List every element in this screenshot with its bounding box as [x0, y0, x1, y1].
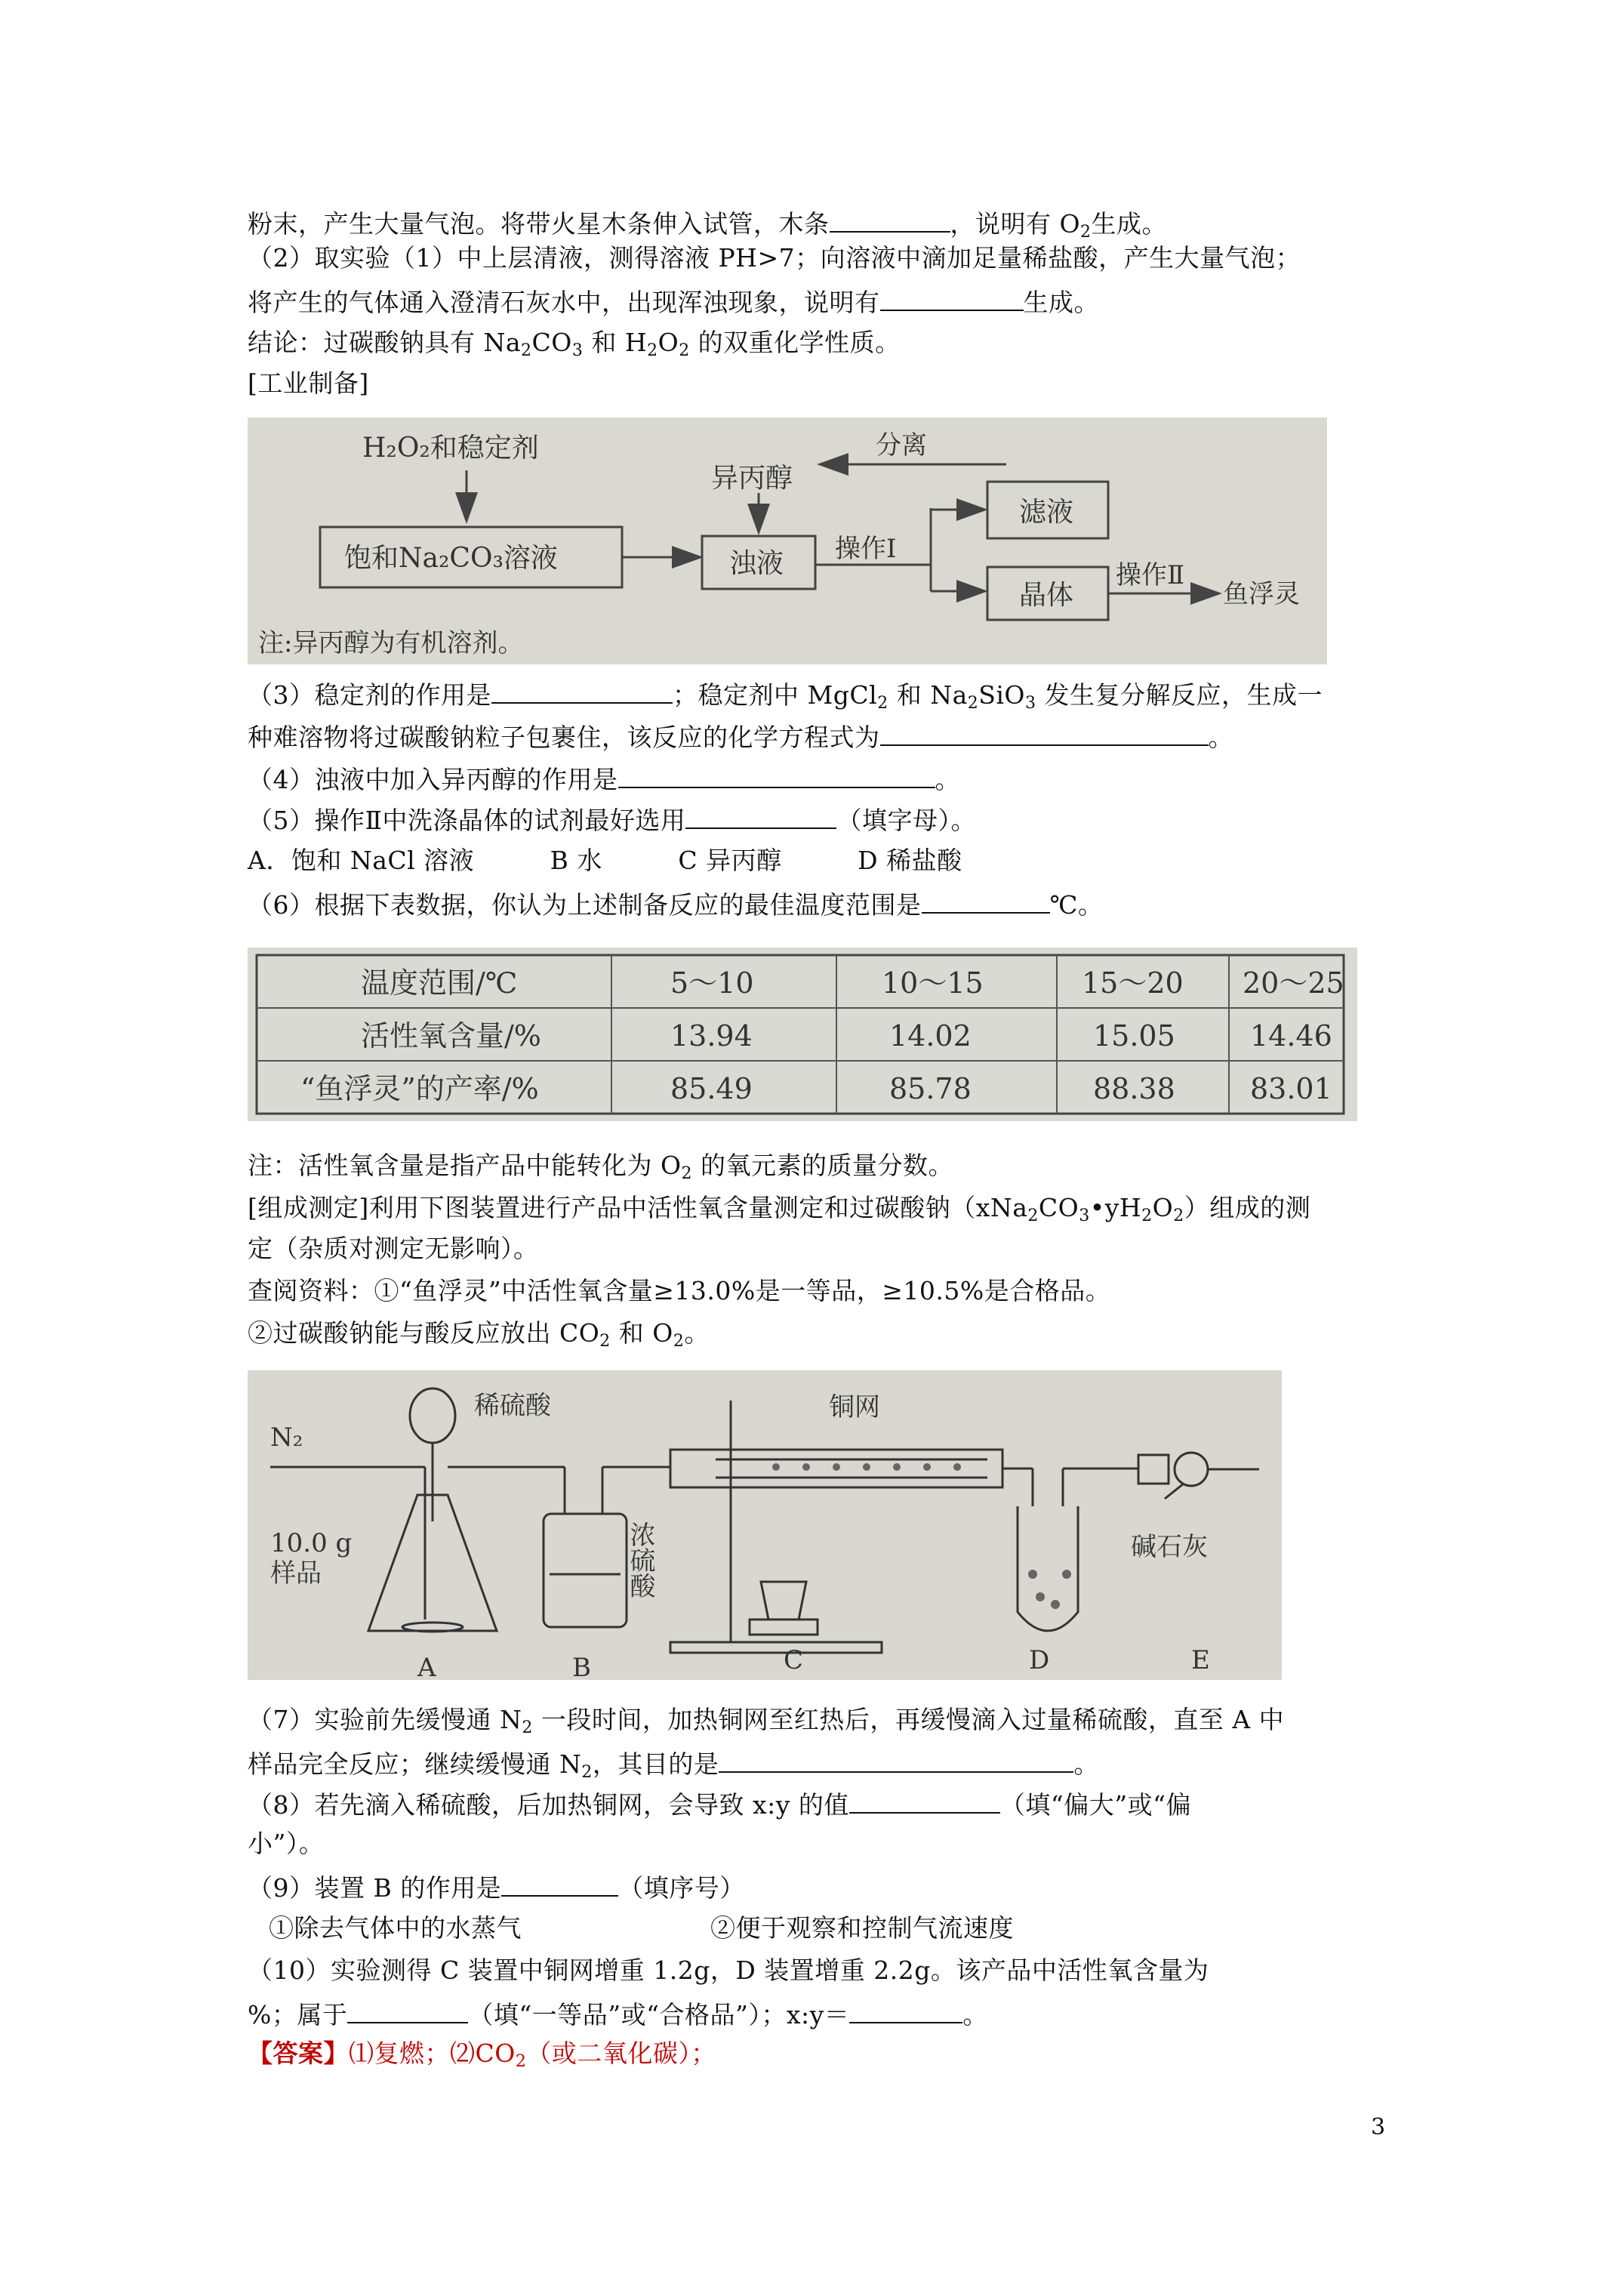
- answer-blank[interactable]: [501, 1869, 618, 1897]
- table-cell: 14.02: [889, 1019, 972, 1052]
- question-4: （4）浊液中加入异丙醇的作用是 。: [248, 761, 960, 797]
- question-5: （5）操作Ⅱ中洗涤晶体的试剂最好选用 （填字母）。: [248, 802, 976, 837]
- text-line: [248, 284, 1099, 319]
- text: 粉末，产生大量气泡。将带火星木条伸入试管，木条: [248, 209, 830, 239]
- page-number: 3: [1371, 2114, 1386, 2140]
- text-line: （2）取实验（1）中上层清液，测得溶液 PH>7；向溶液中滴加足量稀盐酸，产生大量气泡；: [248, 243, 1301, 273]
- note-line: 注：活性氧含量是指产品中能转化为 $O_2$ 的氧元素的质量分数。: [248, 1151, 954, 1183]
- answer-blank[interactable]: [347, 1996, 468, 2023]
- isopropanol-label: 异丙醇: [711, 463, 793, 494]
- header-cell: 20～25: [1243, 966, 1344, 1000]
- apparatus-svg: [248, 1370, 1282, 1680]
- header-cell: 10～15: [882, 966, 984, 1000]
- question-3-line1: （3）稳定剂的作用是 ；稳定剂中 MgCl$_2$ 和 $Na_2SiO_3$ 发生复分解反应，生成一: [248, 676, 1323, 712]
- answer-blank[interactable]: [880, 719, 1209, 746]
- label-d: D: [1029, 1645, 1050, 1675]
- table-svg: [248, 948, 1357, 1121]
- crystal-label: 晶体: [1019, 580, 1074, 611]
- text: ，说明有 O: [950, 209, 1081, 239]
- separate-label: 分离: [876, 430, 927, 461]
- section-heading: [工业制备]: [248, 368, 369, 398]
- row-label: “鱼浮灵”的产率/%: [300, 1072, 539, 1105]
- turbid-label: 浊液: [729, 548, 784, 579]
- table-cell: 13.94: [670, 1019, 753, 1052]
- text: 将产生的气体通入澄清石灰水中，出现浑浊现象，说明有: [248, 288, 880, 317]
- question-10-line2: %；属于 （填“一等品”或“合格品”）；x:y＝ 。: [248, 1996, 988, 2032]
- label-c: C: [784, 1645, 804, 1675]
- sample-label: 样品: [270, 1558, 322, 1589]
- answer-blank[interactable]: [849, 1996, 962, 2023]
- answer-line: 【答案】⑴复燃；$⑵CO_2$（或二氧化碳）；: [248, 2039, 716, 2071]
- mesh-label: 铜网: [829, 1392, 880, 1422]
- reference-line2: ②过碳酸钠能与酸反应放出 $CO_2$ 和 $O_2$。: [248, 1318, 710, 1351]
- text-line: [248, 205, 1167, 241]
- question-7-line2: 样品完全反应；继续缓慢通 $N_2$，其目的是 。: [248, 1746, 1099, 1781]
- subscript: 2: [1080, 223, 1092, 242]
- question-10-line1: （10）实验测得 C 装置中铜网增重 1.2g，D 装置增重 2.2g。该产品中活性氧含量为: [248, 1955, 1209, 1985]
- question-7-line1: （7）实验前先缓慢通 $N_2$ 一段时间，加热铜网至红热后，再缓慢滴入过量稀硫酸，直至 A 中: [248, 1705, 1285, 1737]
- question-8-line1: （8）若先滴入稀硫酸，后加热铜网，会导致 x:y 的值 （填“偏大”或“偏: [248, 1786, 1191, 1822]
- label-e: E: [1191, 1645, 1210, 1675]
- acid-label: 稀硫酸: [474, 1391, 551, 1421]
- table-cell: 88.38: [1093, 1072, 1175, 1105]
- filtrate-label: 滤液: [1019, 497, 1074, 528]
- conclusion-line: 结论：过碳酸钠具有 $Na_2CO_3$ 和 $H_2O_2$ 的双重化学性质。: [248, 328, 901, 360]
- header-cell: 15～20: [1082, 966, 1184, 1000]
- table-cell: 14.46: [1250, 1019, 1332, 1052]
- table-cell: 15.05: [1093, 1019, 1175, 1052]
- flowchart-svg: [248, 418, 1327, 664]
- answer-blank[interactable]: [922, 886, 1050, 914]
- text: 生成。: [1023, 288, 1099, 317]
- question-6: （6）根据下表数据，你认为上述制备反应的最佳温度范围是 ℃。: [248, 886, 1103, 922]
- question-3-line2: 种难溶物将过碳酸钠粒子包裹住，该反应的化学方程式为 。: [248, 719, 1233, 754]
- data-table-image: [248, 948, 1357, 1121]
- question-9-options: ①除去气体中的水蒸气 ②便于观察和控制气流速度: [269, 1913, 1014, 1943]
- product-label: 鱼浮灵: [1223, 579, 1300, 609]
- table-cell: 85.49: [670, 1072, 753, 1105]
- answer-blank[interactable]: [685, 802, 836, 829]
- reagent-label: H₂O₂和稳定剂: [362, 433, 539, 464]
- flowchart-note: 注:异丙醇为有机溶剂。: [258, 628, 524, 658]
- row-label: 活性氧含量/%: [361, 1019, 541, 1052]
- text: 生成。: [1091, 209, 1168, 239]
- answer-blank[interactable]: [719, 1746, 1073, 1773]
- n2-label: N₂: [270, 1422, 303, 1453]
- reference-line1: 查阅资料：①“鱼浮灵”中活性氧含量≥13.0%是一等品，≥10.5%是合格品。: [248, 1276, 1111, 1305]
- solution-label: 饱和Na₂CO₃溶液: [344, 543, 558, 574]
- question-8-line2: 小”）。: [248, 1829, 325, 1858]
- table-cell: 85.78: [889, 1072, 972, 1105]
- label-b: B: [572, 1653, 591, 1680]
- question-5-options: A．饱和 NaCl 溶液 B 水 C 异丙醇 D 稀盐酸: [248, 846, 962, 875]
- table-cell: 83.01: [1250, 1072, 1332, 1105]
- composition-line1: [组成测定]利用下图装置进行产品中活性氧含量测定和过碳酸钠$(xNa_2CO_3•yH_2O_2)$组成的测: [248, 1193, 1311, 1225]
- sample-mass-label: 10.0 g: [270, 1528, 353, 1558]
- question-9: （9）装置 B 的作用是 （填序号）: [248, 1869, 745, 1905]
- op1-label: 操作Ⅰ: [835, 534, 897, 564]
- label-a: A: [417, 1653, 436, 1680]
- composition-line2: 定（杂质对测定无影响）。: [248, 1234, 539, 1263]
- answer-blank[interactable]: [830, 205, 950, 233]
- flowchart-image: [248, 418, 1327, 664]
- header-cell: 温度范围/℃: [361, 966, 518, 1000]
- answer-blank[interactable]: [849, 1786, 1000, 1814]
- answer-blank[interactable]: [491, 676, 673, 704]
- apparatus-image: [248, 1370, 1282, 1680]
- soda-lime-label: 碱石灰: [1131, 1532, 1208, 1562]
- conc-acid-label: 浓硫酸: [625, 1521, 655, 1598]
- answer-blank[interactable]: [618, 761, 935, 788]
- answer-blank[interactable]: [880, 284, 1024, 311]
- op2-label: 操作Ⅱ: [1116, 560, 1185, 590]
- header-cell: 5～10: [670, 966, 754, 1000]
